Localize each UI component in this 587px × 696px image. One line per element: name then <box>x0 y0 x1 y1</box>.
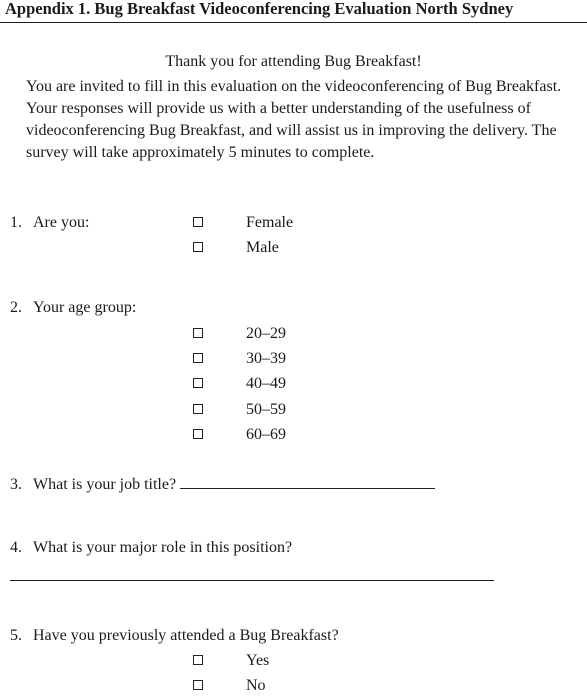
question-3-number: 3. <box>10 476 22 493</box>
question-5 <box>10 626 339 646</box>
question-3 <box>10 474 435 495</box>
checkbox[interactable] <box>193 242 203 252</box>
page-title: Appendix 1. Bug Breakfast Videoconferencing Evaluation North Sydney <box>5 0 514 18</box>
thanks-line: Thank you for attending Bug Breakfast! <box>165 53 422 70</box>
checkbox[interactable] <box>193 680 203 690</box>
major-role-answer-line[interactable] <box>10 580 494 581</box>
option-label: 30–39 <box>246 350 286 367</box>
question-1-text: Are you: <box>33 214 90 231</box>
checkbox[interactable] <box>193 217 203 227</box>
checkbox[interactable] <box>193 353 203 363</box>
option-label: Male <box>246 239 279 256</box>
question-1-number: 1. <box>10 214 22 231</box>
question-3-text: What is your job title? <box>33 476 177 493</box>
option-label: Female <box>246 214 294 231</box>
option-label: 60–69 <box>246 426 286 443</box>
job-title-answer-line[interactable] <box>180 474 435 489</box>
question-5-text: Have you previously attended a Bug Breakfast? <box>33 627 339 644</box>
intro-paragraph: You are invited to fill in this evaluation on the videoconferencing of Bug Breakfast. Your responses will provide us with a better understanding of the usefulness of videoconferencing Bug Breakfast, and will assist us in improving the delivery. The survey will take approximately 5 minutes to complete. <box>26 78 562 161</box>
checkbox[interactable] <box>193 378 203 388</box>
checkbox[interactable] <box>193 429 203 439</box>
question-2-number: 2. <box>10 299 22 316</box>
option-label: 40–49 <box>246 375 286 392</box>
checkbox[interactable] <box>193 655 203 665</box>
question-4-number: 4. <box>10 539 22 556</box>
question-4-text: What is your major role in this position? <box>33 539 293 556</box>
option-label: Yes <box>246 652 270 669</box>
question-2 <box>10 298 136 318</box>
question-2-text: Your age group: <box>33 299 137 316</box>
checkbox[interactable] <box>193 328 203 338</box>
option-label: 20–29 <box>246 325 286 342</box>
title-rule <box>0 22 587 23</box>
checkbox[interactable] <box>193 404 203 414</box>
option-label: 50–59 <box>246 401 286 418</box>
question-1 <box>10 213 89 233</box>
option-label: No <box>246 677 266 694</box>
question-5-number: 5. <box>10 627 22 644</box>
question-4 <box>10 538 292 558</box>
